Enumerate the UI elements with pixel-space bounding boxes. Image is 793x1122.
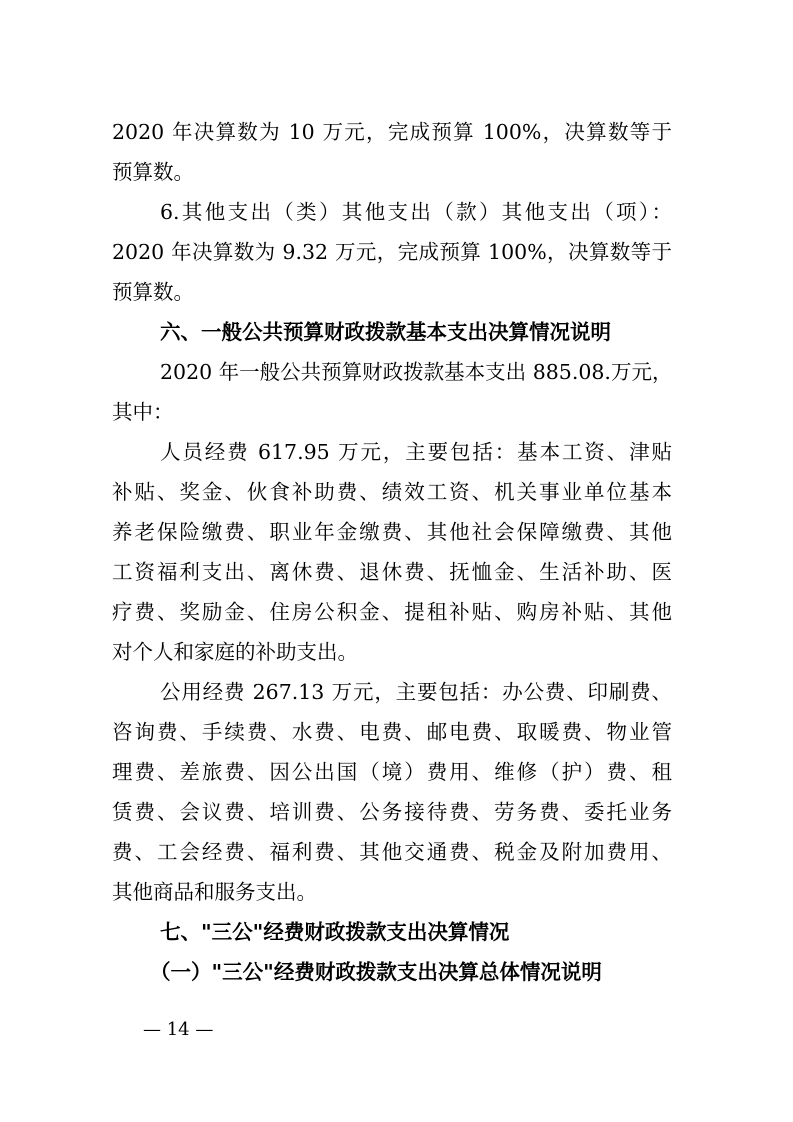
section-heading: 六、一般公共预算财政拨款基本支出决算情况说明	[160, 320, 611, 344]
section-heading: 七、"三公"经费财政拨款支出决算情况	[160, 920, 510, 944]
body-text-line: 2020 年一般公共预算财政拨款基本支出 885.08.万元，	[160, 360, 672, 384]
page-number: — 14 —	[143, 1019, 214, 1040]
body-text-line: 其他商品和服务支出。	[112, 880, 317, 904]
body-text-line: 2020 年决算数为 10 万元，完成预算 100%，决算数等于	[112, 120, 672, 144]
body-text-line: 补贴、奖金、伙食补助费、绩效工资、机关事业单位基本	[112, 480, 672, 504]
body-text-line: 养老保险缴费、职业年金缴费、其他社会保障缴费、其他	[112, 520, 672, 544]
body-text-line: 对个人和家庭的补助支出。	[112, 640, 358, 664]
body-text-line: 咨询费、手续费、水费、电费、邮电费、取暖费、物业管	[112, 720, 672, 744]
subsection-heading: （一）"三公"经费财政拨款支出决算总体情况说明	[150, 960, 602, 984]
body-text-line: 疗费、奖励金、住房公积金、提租补贴、购房补贴、其他	[112, 600, 672, 624]
body-text-line: 人员经费 617.95 万元，主要包括：基本工资、津贴	[160, 440, 672, 464]
body-text-line: 6.其他支出（类）其他支出（款）其他支出（项）：	[160, 200, 672, 224]
body-text-line: 2020 年决算数为 9.32 万元，完成预算 100%，决算数等于	[112, 240, 672, 264]
body-text-line: 其中：	[112, 400, 174, 424]
body-text-line: 预算数。	[112, 280, 194, 304]
body-text-line: 预算数。	[112, 160, 194, 184]
body-text-line: 工资福利支出、离休费、退休费、抚恤金、生活补助、医	[112, 560, 672, 584]
body-text-line: 费、工会经费、福利费、其他交通费、税金及附加费用、	[112, 840, 672, 864]
body-text-line: 理费、差旅费、因公出国（境）费用、维修（护）费、租	[112, 760, 672, 784]
body-text-line: 公用经费 267.13 万元，主要包括：办公费、印刷费、	[160, 680, 672, 704]
body-text-line: 赁费、会议费、培训费、公务接待费、劳务费、委托业务	[112, 800, 672, 824]
